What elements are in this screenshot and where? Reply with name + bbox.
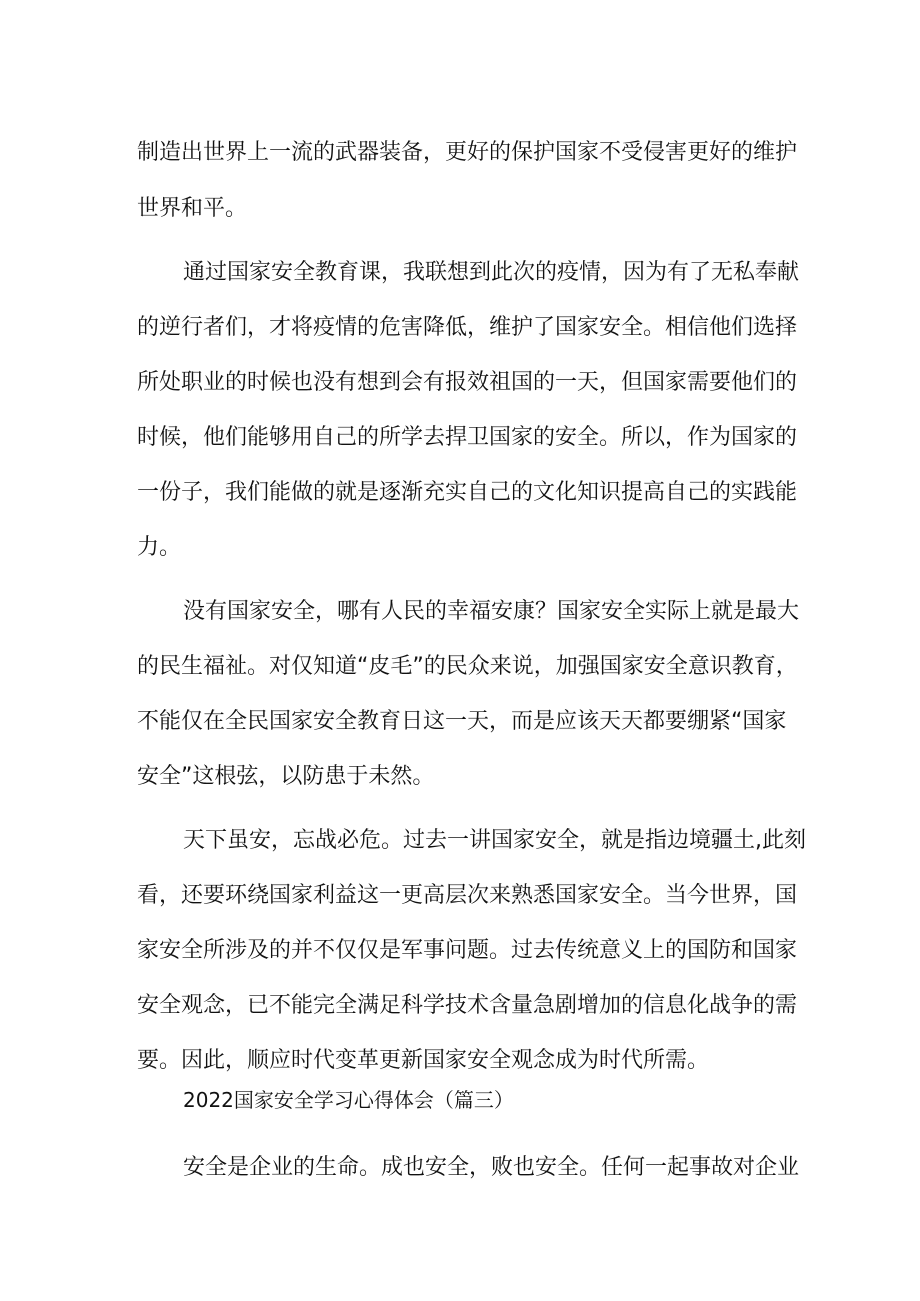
text-line-content: 时候，他们能够用自己的所学去捍卫国家的安全。所以，作为国家的 bbox=[137, 425, 798, 450]
text-line-content: 家安全所涉及的并不仅仅是军事问题。过去传统意义上的国防和国家 bbox=[137, 938, 798, 963]
text-line-content: 一份子，我们能做的就是逐渐充实自己的文化知识提高自己的实践能 bbox=[137, 480, 798, 505]
text-line-content: 世界和平。 bbox=[137, 196, 248, 221]
text-line-content: 制造出世界上一流的武器装备，更好的保护国家不受侵害更好的维护 bbox=[137, 140, 798, 165]
text-line-content: 所处职业的时候也没有想到会有报效祖国的一天，但国家需要他们的 bbox=[137, 370, 798, 395]
text-line-content: 的逆行者们，才将疫情的危害降低，维护了国家安全。相信他们选择 bbox=[137, 315, 798, 340]
text-line-content: 的民生福祉。对仅知道“皮毛”的民众来说，加强国家安全意识教育， bbox=[137, 654, 798, 679]
text-line-content: 通过国家安全教育课，我联想到此次的疫情，因为有了无私奉献 bbox=[183, 260, 800, 285]
text-line-content: 看，还要环绕国家利益这一更高层次来熟悉国家安全。当今世界，国 bbox=[137, 883, 798, 908]
text-line-content: 安全是企业的生命。成也安全，败也安全。任何一起事故对企业 bbox=[183, 1155, 800, 1180]
heading-text: 2022国家安全学习心得体会（篇三） bbox=[183, 1088, 514, 1112]
text-line-content: 天下虽安，忘战必危。过去一讲国家安全，就是指边境疆土,此刻 bbox=[183, 828, 806, 853]
text-line-content: 安全观念，已不能完全满足科学技术含量急剧增加的信息化战争的需 bbox=[137, 993, 798, 1018]
text-line-content: 不能仅在全民国家安全教育日这一天，而是应该天天都要绷紧“国家 bbox=[137, 709, 787, 734]
text-line-content: 力。 bbox=[137, 535, 182, 560]
text-line-content: 没有国家安全，哪有人民的幸福安康？国家安全实际上就是最大 bbox=[183, 599, 800, 624]
text-line-content: 安全”这根弦，以防患于未然。 bbox=[137, 764, 435, 789]
text-line-content: 要。因此，顺应时代变革更新国家安全观念成为时代所需。 bbox=[137, 1048, 710, 1073]
